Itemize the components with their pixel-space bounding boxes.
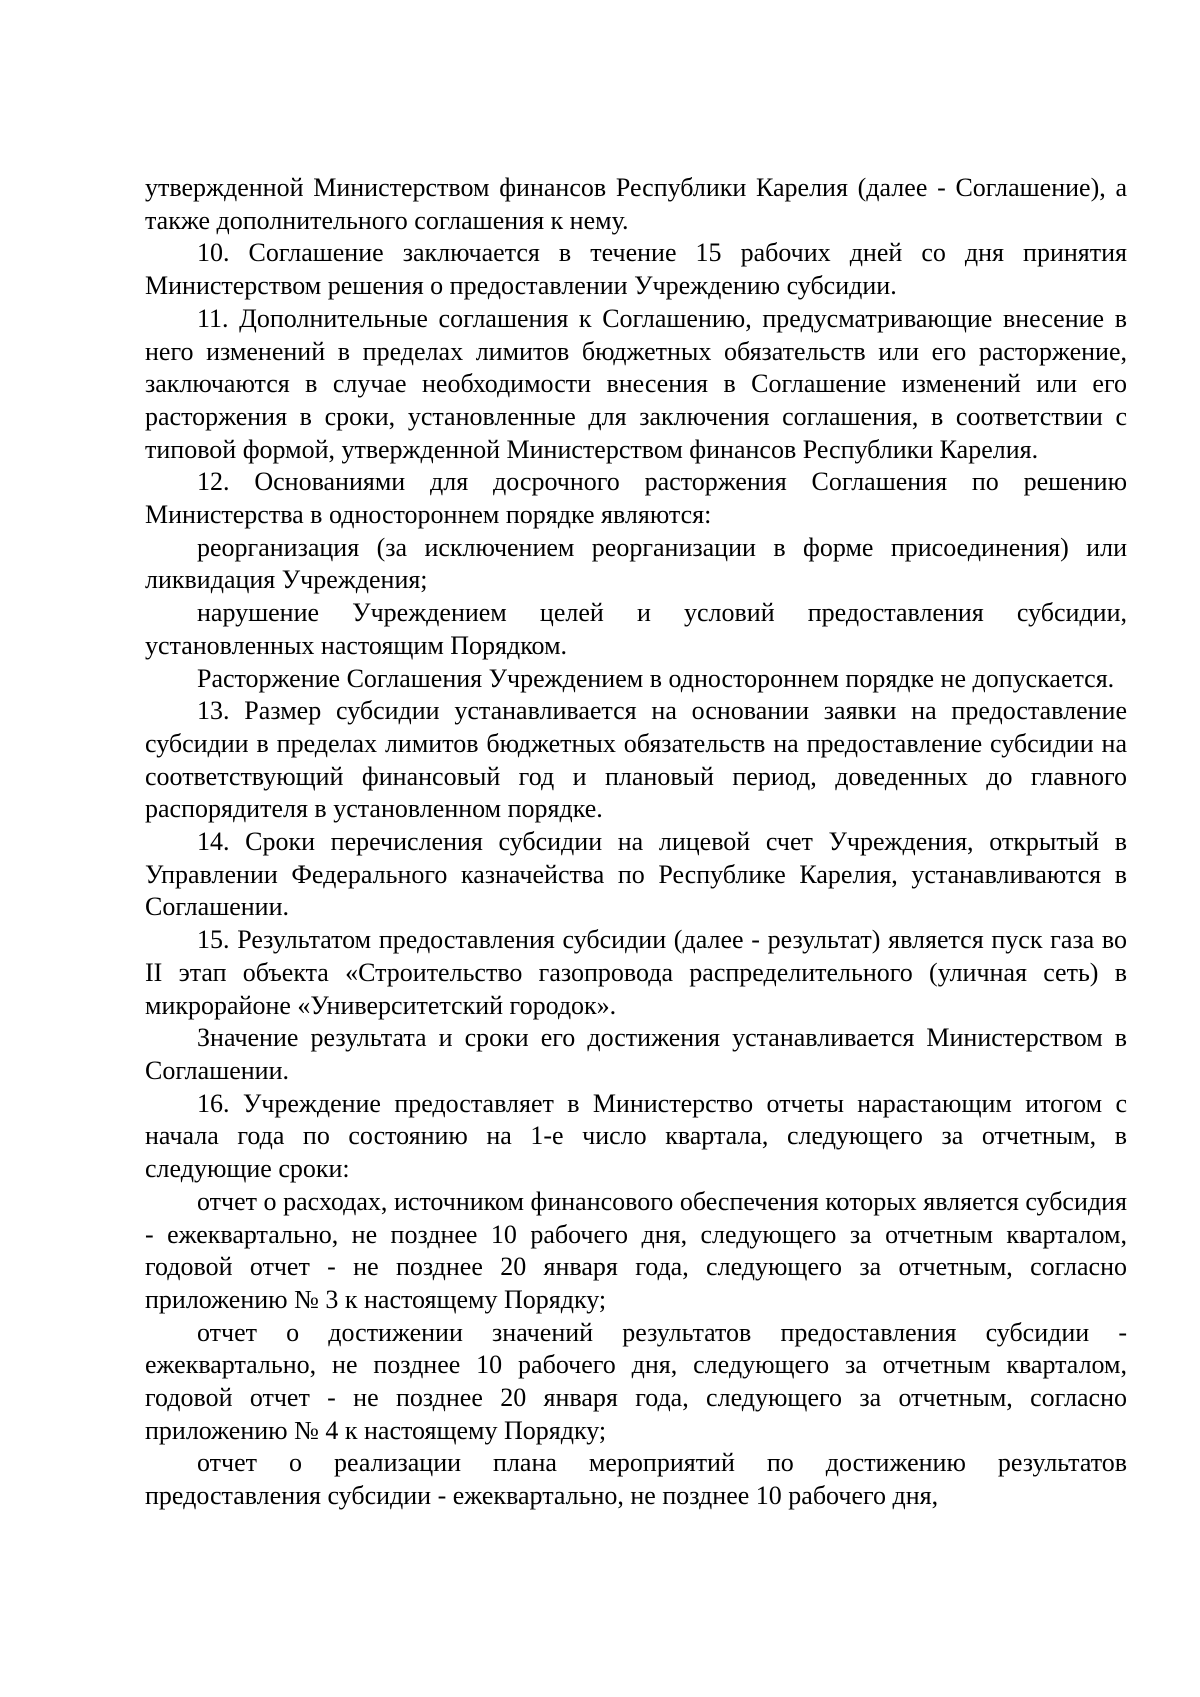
paragraph-16: 16. Учреждение предоставляет в Министерство отчеты нарастающим итогом с начала года по состоянию на 1-е число квартала, следующего за отчетным, в следующие сроки: <box>145 1088 1127 1184</box>
paragraph-10: 10. Соглашение заключается в течение 15 рабочих дней со дня принятия Министерством решения о предоставлении Учреждению субсидии. <box>145 238 1127 301</box>
document-page <box>145 172 1127 1513</box>
paragraph-12-note: Расторжение Соглашения Учреждением в одностороннем порядке не допускается. <box>197 663 1115 693</box>
paragraph-16-item-plan-report: отчет о реализации плана мероприятий по достижению результатов предоставления субсидии - ежеквартально, не позднее 10 рабочего дня, <box>145 1448 1127 1511</box>
paragraph-16-item-expenses-report: отчет о расходах, источником финансового обеспечения которых является субсидия - ежеквартально, не позднее 10 рабочего дня, следующего за отчетным кварталом, годовой отчет - не позднее 20 января года, следующего за отчетным, согласно приложению № 3 к настоящему Порядку; <box>145 1186 1127 1314</box>
paragraph-15-note: Значение результата и сроки его достижения устанавливается Министерством в Соглашении. <box>145 1023 1127 1085</box>
paragraph-12-item-reorganization: реорганизация (за исключением реорганизации в форме присоединения) или ликвидация Учреждения; <box>145 532 1127 595</box>
paragraph-14: 14. Сроки перечисления субсидии на лицевой счет Учреждения, открытый в Управлении Федерального казначейства по Республике Карелия, устанавливаются в Соглашении. <box>145 827 1127 922</box>
paragraph-12: 12. Основаниями для досрочного расторжения Соглашения по решению Министерства в одностороннем порядке являются: <box>145 467 1127 530</box>
paragraph-16-item-results-report: отчет о достижении значений результатов предоставления субсидии - ежеквартально, не позднее 10 рабочего дня, следующего за отчетным кварталом, годовой отчет - не позднее 20 января года, следующего за отчетным, согласно приложению № 4 к настоящему Порядку; <box>145 1317 1127 1445</box>
paragraph-11: 11. Дополнительные соглашения к Соглашению, предусматривающие внесение в него изменений в пределах лимитов бюджетных обязательств или его расторжение, заключаются в случае необходимости внесения в Соглашение изменений или его расторжения в сроки, установленные для заключения соглашения, в соответствии с типовой формой, утвержденной Министерством финансов Республики Карелия. <box>145 303 1127 464</box>
paragraph-15: 15. Результатом предоставления субсидии (далее - результат) является пуск газа во II этап объекта «Строительство газопровода распределительного (уличная сеть) в микрорайоне «Университетский городок». <box>145 925 1127 1020</box>
paragraph-12-item-violation: нарушение Учреждением целей и условий предоставления субсидии, установленных настоящим Порядком. <box>145 598 1127 660</box>
paragraph-13: 13. Размер субсидии устанавливается на основании заявки на предоставление субсидии в пределах лимитов бюджетных обязательств на предоставление субсидии на соответствующий финансовый год и плановый период, доведенных до главного распорядителя в установленном порядке. <box>145 696 1127 824</box>
paragraph-continuation: утвержденной Министерством финансов Республики Карелия (далее - Соглашение), а также дополнительного соглашения к нему. <box>145 173 1127 235</box>
